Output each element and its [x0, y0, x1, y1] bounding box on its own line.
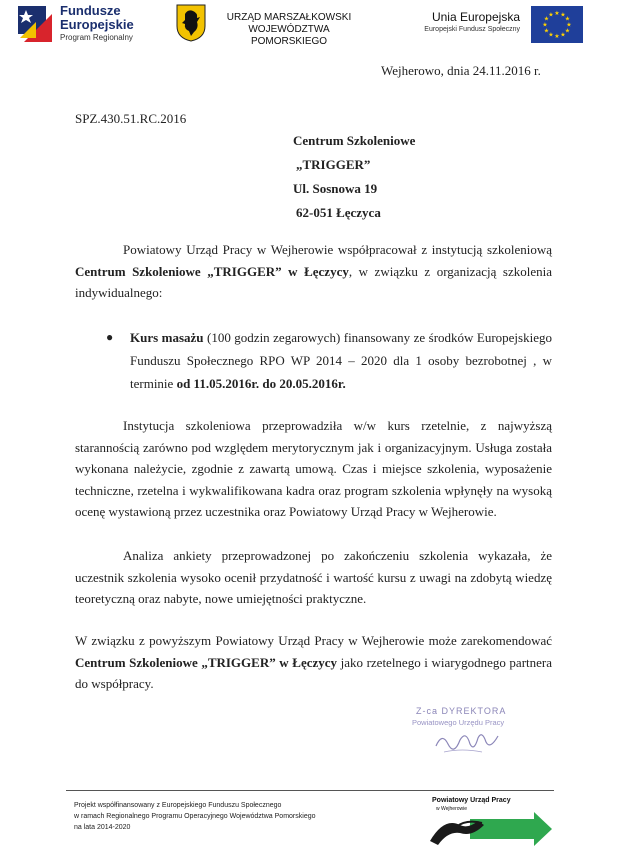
- p4-bold-institution: Centrum Szkoleniowe „TRIGGER” w Łęczycy: [75, 654, 338, 670]
- letter-date: Wejherowo, dnia 24.11.2016 r.: [381, 63, 541, 78]
- handshake-arrow-icon: [426, 811, 552, 847]
- recipient-line1: Centrum Szkoleniowe: [293, 133, 416, 148]
- p4-part2: jako rzetelnego i wiarygodnego partnera do współpracy.: [75, 654, 553, 691]
- paragraph-evaluation: Instytucja szkoleniowa przeprowadziła w/w kurs rzetelnie, z najwyższą starannością zarówno pod względem merytorycznym jak i organizacyjnym. Usługa została wykonana należycie, zgodnie z zawartą umową. Czas i miejsce szkolenia, wyposażenie techniczne, rzetelna i wykwalifikowana kadra oraz program szkolenia wpłynęły na wysoką ocenę wystawioną przez uczestnika oraz Powiatowy Urząd Pracy w Wejherowie.: [75, 418, 552, 519]
- course-details: (100 godzin zegarowych) finansowany ze środków Europejskiego Funduszu Społecznego RPO WP 2014 – 2020 dla 1 osoby bezrobotnej , w terminie: [130, 330, 552, 391]
- bullet-dot-icon: ●: [106, 330, 114, 344]
- fundusze-europejskie-logo-icon: [16, 2, 54, 44]
- svg-text:★: ★: [542, 21, 548, 29]
- footer-line3: na lata 2014-2020: [74, 824, 131, 831]
- fundusze-europejskie-text: [60, 4, 134, 43]
- pom-line2: WOJEWÓDZTWA POMORSKIEGO: [248, 24, 330, 47]
- unia-europejska-text: [398, 10, 520, 35]
- letterhead: [0, 0, 636, 56]
- footer-divider: [66, 790, 554, 791]
- svg-text:★: ★: [543, 15, 550, 23]
- footer-line1: Projekt współfinansowany z Europejskiego Funduszu Społecznego: [74, 802, 282, 809]
- svg-text:★: ★: [560, 11, 566, 19]
- svg-text:★: ★: [564, 27, 571, 35]
- pup-subtitle: w Wejherowie: [436, 806, 468, 812]
- fe-line2: Europejskie: [60, 17, 134, 32]
- svg-text:★: ★: [548, 31, 554, 39]
- stamp-line2: Powiatowego Urzędu Pracy: [412, 718, 505, 727]
- svg-text:★: ★: [548, 11, 554, 19]
- svg-text:★: ★: [554, 33, 560, 40]
- recipient-line4: 62-051 Łęczyca: [296, 205, 381, 220]
- paragraph-recommendation: [75, 630, 552, 695]
- recipient-line3: Ul. Sosnowa 19: [293, 181, 378, 196]
- svg-text:★: ★: [564, 15, 571, 23]
- paragraph-cooperation: [75, 239, 552, 304]
- handwritten-signature-icon: [432, 726, 502, 756]
- urzad-marszalkowski-text: [214, 12, 364, 48]
- p1-bold-institution: Centrum Szkoleniowe „TRIGGER” w Łęczycy: [75, 263, 349, 279]
- stamp-line1: Z-ca DYREKTORA: [416, 706, 507, 716]
- pomorskie-griffin-crest-icon: [176, 4, 206, 42]
- course-description: [130, 326, 552, 395]
- paragraph-survey: Analiza ankiety przeprowadzonej po zakończeniu szkolenia wykazała, że uczestnik szkolenia wysoko ocenił przydatność i wartość kursu z uwagi na zdobytą wiedzę teoretyczną oraz nabyte, nowe umiejętności praktyczne.: [75, 548, 552, 606]
- fe-line3: Program Regionalny: [60, 33, 133, 42]
- recipient-address: [293, 129, 415, 225]
- letter-reference-number: SPZ.430.51.RC.2016: [75, 111, 187, 126]
- svg-text:★: ★: [560, 31, 566, 39]
- pup-title: Powiatowy Urząd Pracy: [432, 797, 511, 804]
- course-name: Kurs masażu: [130, 330, 204, 345]
- svg-text:★: ★: [554, 10, 560, 17]
- footer-line2: w ramach Regionalnego Programu Operacyjnego Województwa Pomorskiego: [74, 813, 316, 820]
- recipient-line2: „TRIGGER”: [296, 157, 371, 172]
- director-stamp: [408, 706, 518, 762]
- p4-part1: W związku z powyższym Powiatowy Urząd Pracy w Wejherowie może zarekomendować: [75, 633, 552, 648]
- ue-line2: Europejski Fundusz Społeczny: [424, 26, 520, 33]
- svg-text:★: ★: [543, 27, 550, 35]
- course-dates: od 11.05.2016r. do 20.05.2016r.: [176, 376, 346, 391]
- powiatowy-urzad-pracy-logo: [426, 797, 552, 847]
- ue-line1: Unia Europejska: [431, 10, 520, 24]
- fe-line1: Fundusze: [60, 3, 121, 18]
- footer-project-note: [74, 800, 394, 833]
- eu-flag-icon: [531, 6, 583, 43]
- pom-line1: URZĄD MARSZAŁKOWSKI: [226, 12, 352, 23]
- p1-part1: Powiatowy Urząd Pracy w Wejherowie współpracował z instytucją szkoleniową: [123, 242, 552, 257]
- svg-text:★: ★: [566, 21, 572, 29]
- p1-part2: , w związku z organizacją szkolenia indywidualnego:: [75, 263, 552, 300]
